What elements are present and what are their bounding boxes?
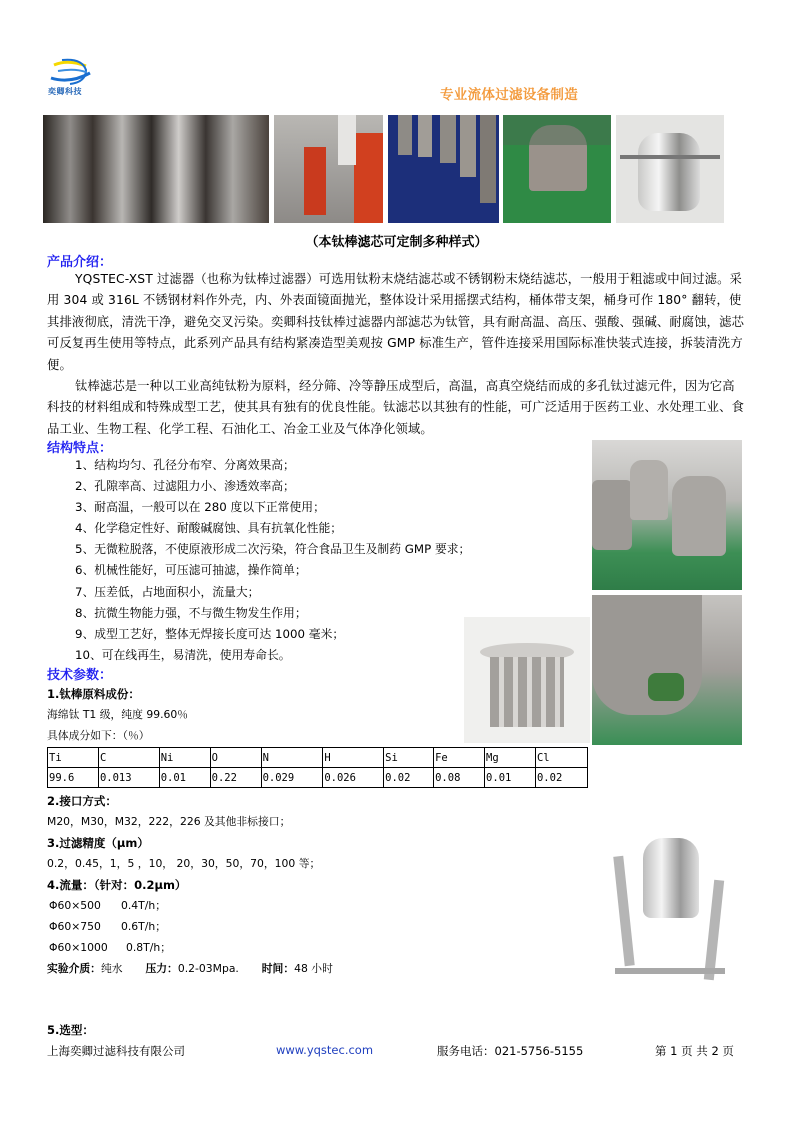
- flow-row: [49, 898, 166, 913]
- intro-text: [47, 269, 747, 440]
- material-grade: 海绵钛 T1 级，纯度 99.60％: [47, 708, 189, 721]
- intro-heading: 产品介绍：: [47, 255, 113, 270]
- table-cell: 0.013: [98, 768, 159, 788]
- feature-item: 2、孔隙率高、过滤阻力小、渗透效率高；: [75, 479, 295, 494]
- flow-size: Φ60×500: [49, 899, 101, 912]
- table-cell: 0.02: [384, 768, 434, 788]
- flow-rate: 0.8T/h；: [126, 941, 172, 954]
- flow-rate: 0.6T/h；: [121, 920, 167, 933]
- time-label: 时间：: [261, 962, 295, 975]
- footer-phone: [437, 1043, 583, 1059]
- photo-titanium-rods: [388, 115, 499, 223]
- connection-title: 2.接口方式：: [47, 794, 117, 808]
- logo-globe-icon: [48, 56, 94, 86]
- table-cell: 0.02: [535, 768, 587, 788]
- photo-mirror-filter-stand: [616, 115, 724, 223]
- table-header-cell: Ti: [48, 748, 99, 768]
- medium-value: 纯水: [100, 962, 123, 975]
- specs-heading: 技术参数：: [47, 668, 113, 683]
- phone-label: 服务电话：: [437, 1044, 495, 1058]
- composition-label: 具体成分如下：（％）: [47, 729, 150, 742]
- feature-item: 10、可在线再生，易清洗，使用寿命长。: [75, 647, 291, 662]
- material-title: 1.钛棒原料成份：: [47, 687, 140, 701]
- feature-item: 1、结构均匀、孔径分布窄、分离效果高；: [75, 458, 295, 472]
- photo-workshop-filters: [43, 115, 269, 223]
- photo-red-frame-filter: [274, 115, 383, 223]
- feature-item: 4、化学稳定性好、耐酸碱腐蚀、具有抗氧化性能；: [75, 521, 343, 536]
- flow-title: 4.流量：（针对：0.2μm）: [47, 878, 187, 892]
- footer-company: 上海奕卿过滤科技有限公司: [47, 1044, 185, 1058]
- precision-title: 3.过滤精度（μm）: [47, 836, 149, 850]
- flow-row: [49, 919, 166, 934]
- phone-number: 021-5756-5155: [494, 1044, 584, 1058]
- connection-value: M20，M30，M32，222，226 及其他非标接口；: [47, 815, 291, 828]
- table-header-cell: Si: [384, 748, 434, 768]
- test-conditions: [47, 961, 333, 976]
- pressure-label: 压力：: [145, 962, 178, 975]
- page-number: 第 1 页 共 2 页: [655, 1044, 734, 1058]
- table-cell: 99.6: [48, 768, 99, 788]
- table-header-cell: C: [98, 748, 159, 768]
- feature-item: 8、抗微生物能力强，不与微生物发生作用；: [75, 605, 307, 620]
- feature-item: 3、耐高温，一般可以在 280 度以下正常使用；: [75, 500, 325, 515]
- feature-item: 7、压差低，占地面积小，流量大；: [75, 584, 260, 599]
- footer-website-link[interactable]: www.yqstec.com: [276, 1043, 374, 1057]
- table-header-cell: Cl: [535, 748, 587, 768]
- photo-caption: （本钛棒滤芯可定制多种样式）: [305, 235, 488, 250]
- flow-rate: 0.4T/h；: [121, 899, 167, 912]
- table-cell: 0.029: [261, 768, 323, 788]
- selection-title: 5.选型：: [47, 1023, 94, 1037]
- feature-item: 5、无微粒脱落，不使原液形成二次污染，符合食品卫生及制药 GMP 要求；: [75, 542, 471, 557]
- table-header-cell: O: [210, 748, 261, 768]
- time-value: 48 小时: [294, 962, 333, 975]
- features-heading: 结构特点：: [47, 441, 113, 456]
- table-row: [48, 748, 588, 768]
- table-cell: 0.01: [485, 768, 536, 788]
- table-row: [48, 768, 588, 788]
- table-header-cell: H: [323, 748, 384, 768]
- features-list: [75, 455, 470, 666]
- composition-table: [47, 747, 588, 788]
- intro-paragraph-1: YQSTEC-XST 过滤器（也称为钛棒过滤器）可选用钛粉末烧结滤芯或不锈钢粉末烧结滤芯，一般用于粗滤或中间过滤。采用 304 或 316L 不锈钢材料作外壳，内、外表面镜面抛光，整体设计采用摇摆式结构，桶体带支架，桶身可作 180° 翻转，使其排液彻底，清洗干净，避免交叉污染。奕卿科技钛棒过滤器内部滤芯为钛管，具有耐高温、高压、强酸、强碱、耐腐蚀，滤芯可反复再生使用等特点，此系列产品具有结构紧凑造型美观按 GMP 标准生产，管件连接采用国际标准快装式连接，拆装清洗方便。: [47, 272, 745, 372]
- table-cell: 0.026: [323, 768, 384, 788]
- table-cell: 0.22: [210, 768, 261, 788]
- precision-value: 0.2，0.45，1，5 ，10， 20，30，50，70，100 等；: [47, 857, 321, 870]
- logo-text: 奕卿科技: [48, 87, 82, 96]
- flow-size: Φ60×750: [49, 920, 101, 933]
- header-tagline: 专业流体过滤设备制造: [440, 87, 578, 103]
- photo-bearing-detail: [592, 595, 742, 745]
- table-header-cell: Mg: [485, 748, 536, 768]
- intro-paragraph-2: 钛棒滤芯是一种以工业高纯钛粉为原料，经分筛、冷等静压成型后，高温，高真空烧结而成的多孔钛过滤元件，因为它高科技的材料组成和特殊成型工艺，使其具有独有的优良性能。钛滤芯以其独有的性能，可广泛适用于医药工业、水处理工业、食品工业、生物工程、化学工程、石油化工、冶金工业及气体净化领域。: [47, 379, 745, 436]
- table-cell: 0.08: [434, 768, 485, 788]
- photo-swing-filter-product: [605, 808, 730, 988]
- flow-row: [49, 940, 171, 955]
- table-header-cell: N: [261, 748, 323, 768]
- feature-item: 6、机械性能好，可压滤可抽滤，操作简单；: [75, 563, 307, 578]
- table-header-cell: Fe: [434, 748, 485, 768]
- photo-workshop-swing-filters: [592, 440, 742, 590]
- pressure-value: 0.2-03Mpa.: [177, 962, 239, 975]
- table-cell: 0.01: [159, 768, 210, 788]
- photo-titanium-filter-assembly: [464, 617, 590, 743]
- table-header-cell: Ni: [159, 748, 210, 768]
- medium-label: 实验介质：: [47, 962, 101, 975]
- flow-size: Φ60×1000: [49, 941, 108, 954]
- photo-swing-filter-green-floor: [503, 115, 611, 223]
- feature-item: 9、成型工艺好，整体无焊接长度可达 1000 毫米；: [75, 626, 345, 641]
